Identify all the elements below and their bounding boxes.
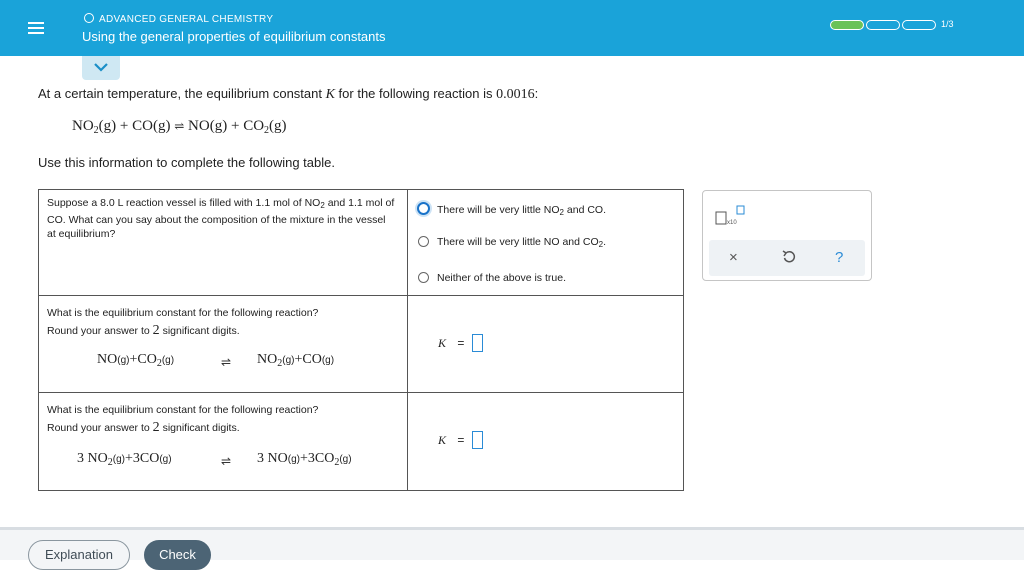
question-cell-1 [39,190,408,296]
collapse-toggle-button[interactable] [82,56,120,80]
intro-text: At a certain temperature, the equilibrium constant K for the following reaction is 0.0016: [38,86,539,102]
explanation-button[interactable]: Explanation [28,540,130,570]
topic-circle-icon [84,13,94,23]
progress-segment-2 [866,20,900,30]
question-table [38,189,684,491]
radio-selected[interactable] [417,202,430,215]
help-icon[interactable]: ? [835,249,844,266]
page-title: Using the general properties of equilibrium constants [82,29,386,44]
main-reaction-equation: $NO_2(g) + CO(g)$ ⇌ $NO(g) + CO_2(g)$ [72,118,287,136]
clear-icon[interactable]: × [729,249,738,266]
radio-unselected[interactable] [418,272,429,283]
reaction-3-rhs: 3 $NO(g)+3CO_2(g)$ [257,451,352,468]
answer-cell-2 [408,296,684,393]
x10-exponent-icon[interactable] [715,205,747,227]
hamburger-icon [26,18,46,38]
math-tools-panel [702,190,872,281]
k-answer-input-3[interactable] [472,431,483,449]
chevron-down-icon [94,62,108,72]
progress-count: 1/3 [941,19,954,29]
k-field-3: K = [438,431,483,449]
topic-label: ADVANCED GENERAL CHEMISTRY [84,13,273,25]
answer-cell-1 [408,190,684,296]
svg-text:x10: x10 [727,220,737,226]
question-1-text: Suppose a 8.0 L reaction vessel is filled with 1.1 mol of $NO_2$ and 1.1 mol of CO. What can you say about the composition of the mixture in the vessel at equilibrium? [47,197,395,240]
reaction-2-lhs: $NO(g)+CO_2(g)$ [97,352,175,369]
question-cell-2 [39,296,408,393]
progress-bar [830,20,936,30]
menu-button[interactable] [0,0,70,56]
reaction-3-lhs: 3 $NO_2(g)+3CO(g)$ [77,451,172,468]
reaction-2-rhs: $NO_2(g)+CO(g)$ [257,352,335,369]
header-bar [0,0,1024,56]
option-neither[interactable]: Neither of the above is true. [418,272,566,284]
question-2-text: What is the equilibrium constant for the following reaction? Round your answer to 2 significant digits. [47,307,319,338]
radio-unselected[interactable] [418,236,429,247]
equilibrium-arrow-icon: ⇌ [221,355,232,369]
k-field-2: K = [438,334,483,352]
equilibrium-arrow-icon: ⇌ [221,454,232,468]
equilibrium-arrow-icon: ⇌ [174,119,185,133]
progress-segment-3 [902,20,936,30]
answer-cell-3 [408,393,684,490]
instruction-text: Use this information to complete the following table. [38,155,335,170]
question-3-text: What is the equilibrium constant for the following reaction? Round your answer to 2 significant digits. [47,404,319,435]
k-answer-input-2[interactable] [472,334,483,352]
tool-button-bar [709,240,865,276]
undo-icon[interactable] [781,249,797,269]
option-little-no-co2[interactable]: There will be very little NO and $CO_2$. [418,236,606,249]
check-button[interactable]: Check [144,540,211,570]
progress-segment-1 [830,20,864,30]
option-little-no2-co[interactable]: There will be very little $NO_2$ and CO. [418,202,606,217]
question-cell-3 [39,393,408,490]
